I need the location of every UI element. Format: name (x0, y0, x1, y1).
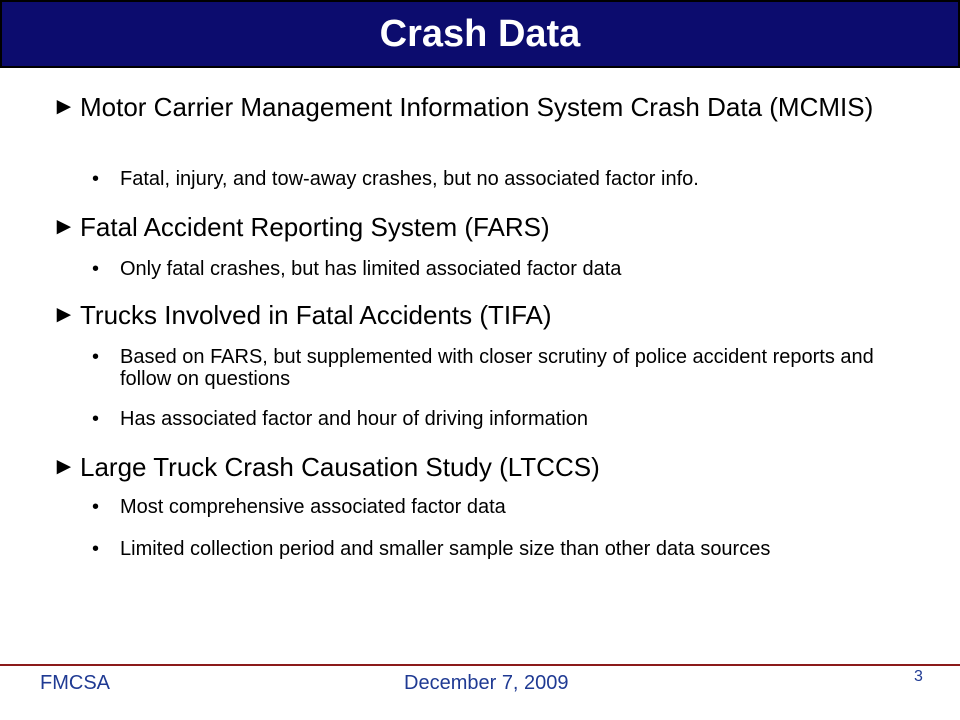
arrow-bullet-icon: ► (52, 453, 76, 480)
sub-bullet-text: Fatal, injury, and tow-away crashes, but no associated factor info. (120, 168, 699, 190)
arrow-bullet-icon: ► (52, 301, 76, 328)
sub-bullet-text: Only fatal crashes, but has limited associated factor data (120, 258, 622, 280)
title-bar (0, 0, 960, 68)
slide-title: Crash Data (379, 12, 581, 55)
page-number: 3 (914, 668, 923, 685)
bullet-text: Trucks Involved in Fatal Accidents (TIFA) (80, 300, 552, 330)
arrow-bullet-icon: ► (52, 213, 76, 240)
sub-bullet-text: Based on FARS, but supplemented with closer scrutiny of police accident reports and follow on questions (120, 346, 874, 390)
bullet-ltccs (52, 452, 932, 482)
dot-bullet-icon: • (92, 346, 100, 368)
arrow-bullet-icon: ► (52, 93, 76, 120)
bullet-mcmis (52, 92, 932, 122)
bullet-text: Large Truck Crash Causation Study (LTCCS) (80, 452, 600, 482)
sub-bullet (92, 168, 902, 190)
sub-bullet (92, 496, 902, 518)
footer-rule (0, 664, 960, 666)
dot-bullet-icon: • (92, 258, 100, 280)
sub-bullet-text: Most comprehensive associated factor data (120, 496, 506, 518)
dot-bullet-icon: • (92, 538, 100, 560)
sub-bullet (92, 538, 902, 560)
dot-bullet-icon: • (92, 168, 100, 190)
bullet-fars (52, 212, 932, 242)
sub-bullet-text: Limited collection period and smaller sample size than other data sources (120, 538, 771, 560)
sub-bullet (92, 346, 902, 390)
sub-bullet (92, 258, 902, 280)
dot-bullet-icon: • (92, 496, 100, 518)
footer-date: December 7, 2009 (404, 672, 569, 694)
bullet-text: Fatal Accident Reporting System (FARS) (80, 212, 550, 242)
bullet-text: Motor Carrier Management Information System Crash Data (MCMIS) (80, 92, 874, 122)
footer-organization: FMCSA (40, 672, 110, 694)
dot-bullet-icon: • (92, 408, 100, 430)
bullet-tifa (52, 300, 932, 330)
sub-bullet (92, 408, 902, 430)
sub-bullet-text: Has associated factor and hour of driving information (120, 408, 589, 430)
